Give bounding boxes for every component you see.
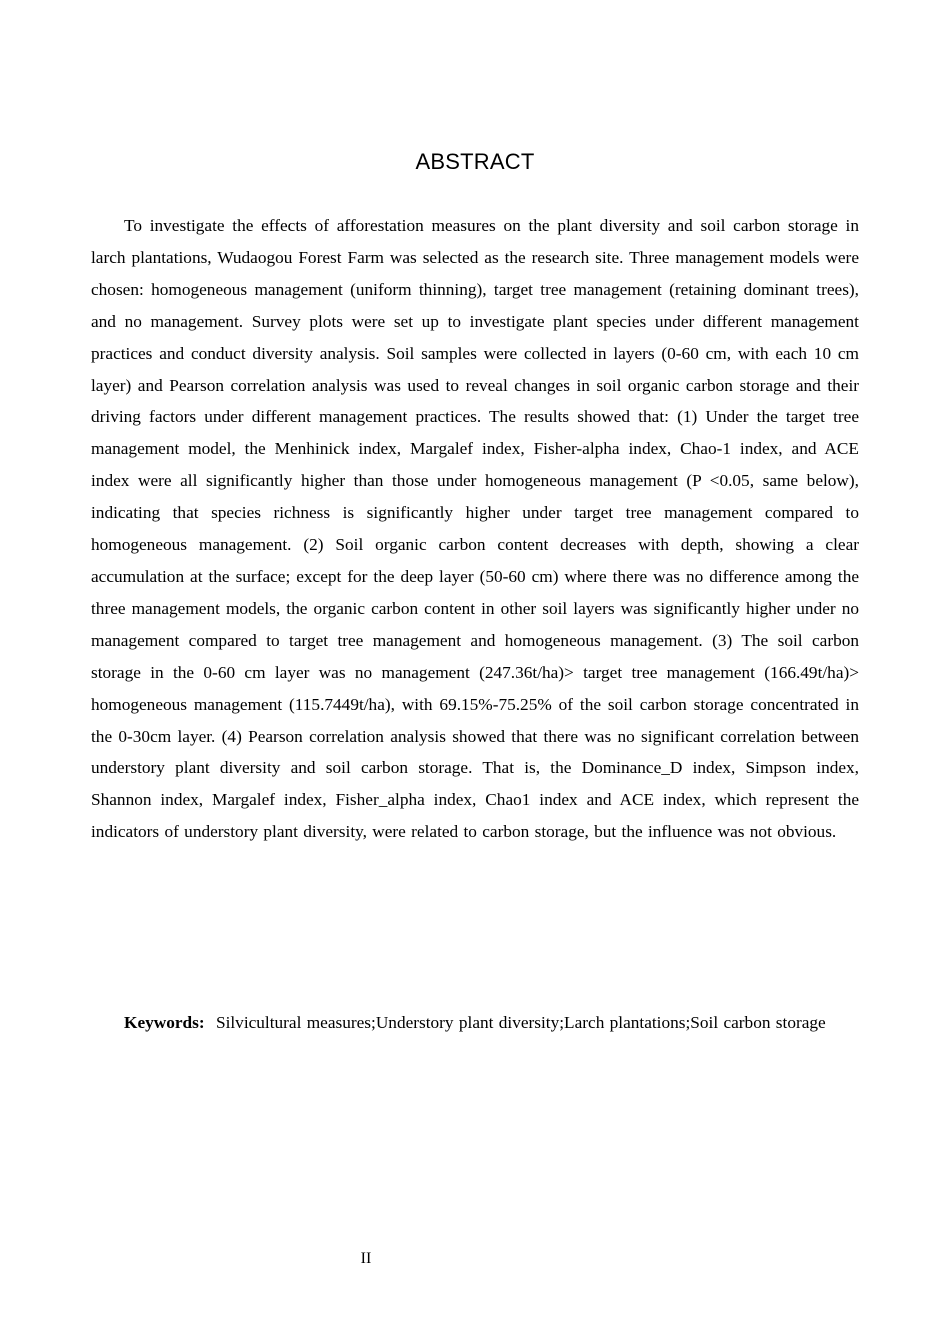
page-number: II [360, 1250, 372, 1267]
keywords-paragraph [91, 1004, 859, 1041]
abstract-title: ABSTRACT [415, 149, 535, 174]
keywords-text: Silvicultural measures;Understory plant diversity;Larch plantations;Soil carbon storage [215, 1013, 826, 1032]
keywords-label: Keywords: [124, 1013, 205, 1032]
abstract-body: To investigate the effects of afforestation measures on the plant diversity and soil carbon storage in larch plantations, Wudaogou Forest Farm was selected as the research site. Three management models were chosen: homogeneous management (uniform thinning), target tree management (retaining dominant trees), and no management. Survey plots were set up to investigate plant species under different management practices and conduct diversity analysis. Soil samples were collected in layers (0-60 cm, with each 10 cm layer) and Pearson correlation analysis was used to reveal changes in soil organic carbon storage and their driving factors under different management practices. The results showed that: (1) Under the target tree management model, the Menhinick index, Margalef index, Fisher-alpha index, Chao-1 index, and ACE index were all significantly higher than those under homogeneous management (P <0.05, same below), indicating that species richness is significantly higher under target tree management compared to homogeneous management. (2) Soil organic carbon content decreases with depth, showing a clear accumulation at the surface; except for the deep layer (50-60 cm) where there was no difference among the three management models, the organic carbon content in other soil layers was significantly higher under no management compared to target tree management and homogeneous management. (3) The soil carbon storage in the 0-60 cm layer was no management (247.36t/ha)> target tree management (166.49t/ha)> homogeneous management (115.7449t/ha), with 69.15%-75.25% of the soil carbon storage concentrated in the 0-30cm layer. (4) Pearson correlation analysis showed that there was no significant correlation between understory plant diversity and soil carbon storage. That is, the Dominance_D index, Simpson index, Shannon index, Margalef index, Fisher_alpha index, Chao1 index and ACE index, which represent the indicators of understory plant diversity, were related to carbon storage, but the influence was not obvious. [91, 216, 859, 842]
